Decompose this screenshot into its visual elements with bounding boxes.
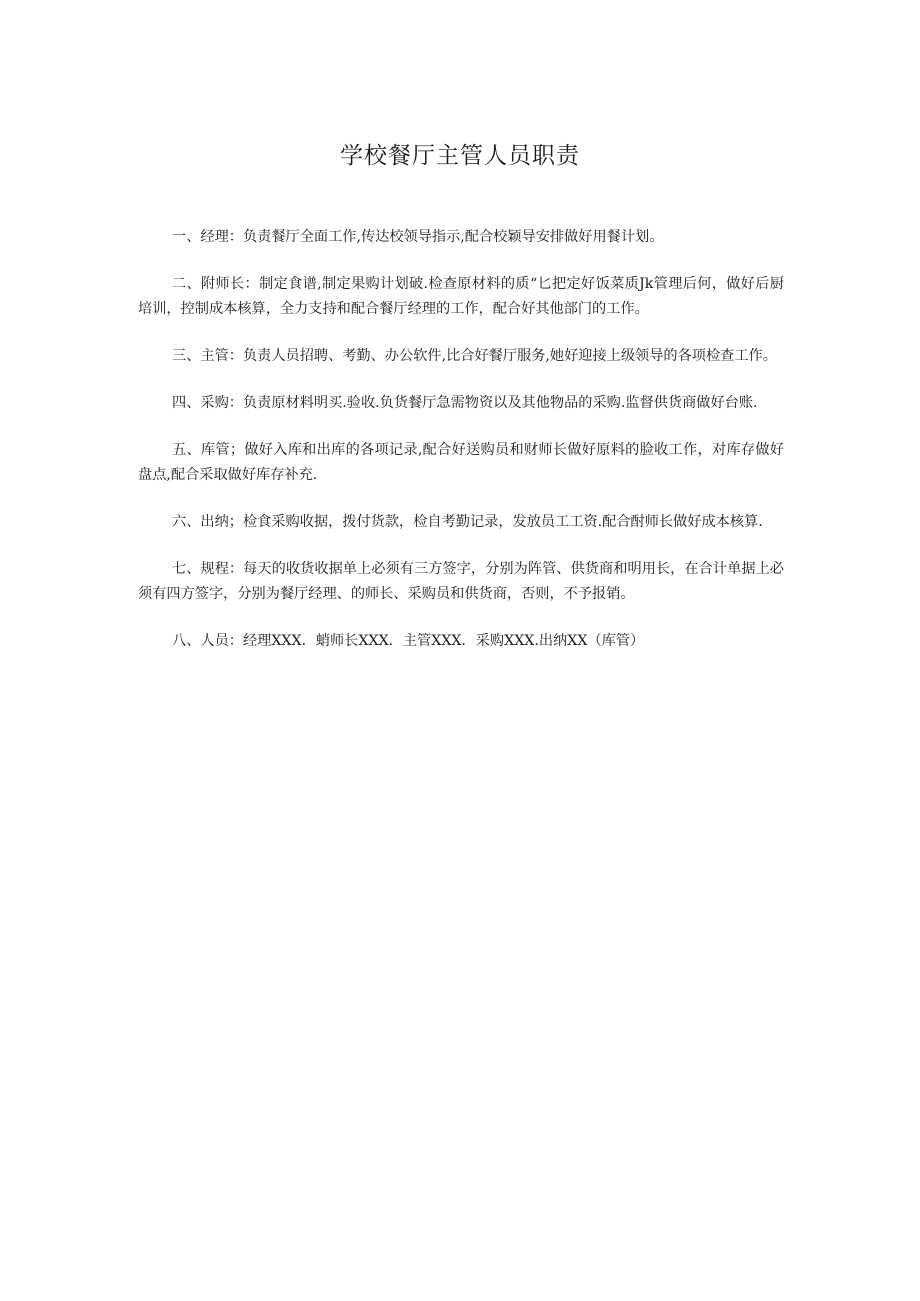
paragraph-procedures: 七、规程：每天的收货收据单上必须有三方签字，分别为阵管、供货商和明用长，在合计单据上必须有四方签字，分别为餐厅经理、的师长、采购员和供货商，否则，不予报销。 xyxy=(138,561,784,602)
paragraph-chef: 二、附师长：制定食谱,制定果购计划破.检查原材料的质“匕把定好饭菜质Jk管理后何，做好后厨培训，控制成本核算，全力支持和配合餐厅经理的工作，配合好其他部门的工作。 xyxy=(138,276,784,317)
paragraph-manager: 一、经理：负责餐厅全面工作,传达校领导指示,配合校颖导安排做好用餐计划。 xyxy=(172,229,664,245)
paragraph-purchasing: 四、采购：负责原材料明买.验收.负货餐厅急需物资以及其他物品的采购.监督供货商做好台账. xyxy=(172,395,758,411)
paragraph-cashier: 六、出纳；检食采购收据，拨付货款，检自考勤记录，发放员工工资.配合酎师长做好成本核算. xyxy=(172,514,763,530)
page-title: 学校餐厅主管人员职责 xyxy=(340,143,580,169)
paragraph-supervisor: 三、主管：负责人员招聘、考勤、办公软件,比合好餐厅服务,她好迎接上级领导的各项检查工作。 xyxy=(172,348,777,364)
paragraph-personnel: 八、人员：经理XXX．蛸师长XXX．主管XXX．采购XXX.出纳XX（库管） xyxy=(172,633,645,649)
document-body xyxy=(138,225,784,676)
paragraph-warehouse: 五、库管；做好入库和出库的各项记录,配合好送购员和财师长做好原料的脸收工作，对库存做好盘点,配合采取做好库存补充. xyxy=(138,442,784,483)
